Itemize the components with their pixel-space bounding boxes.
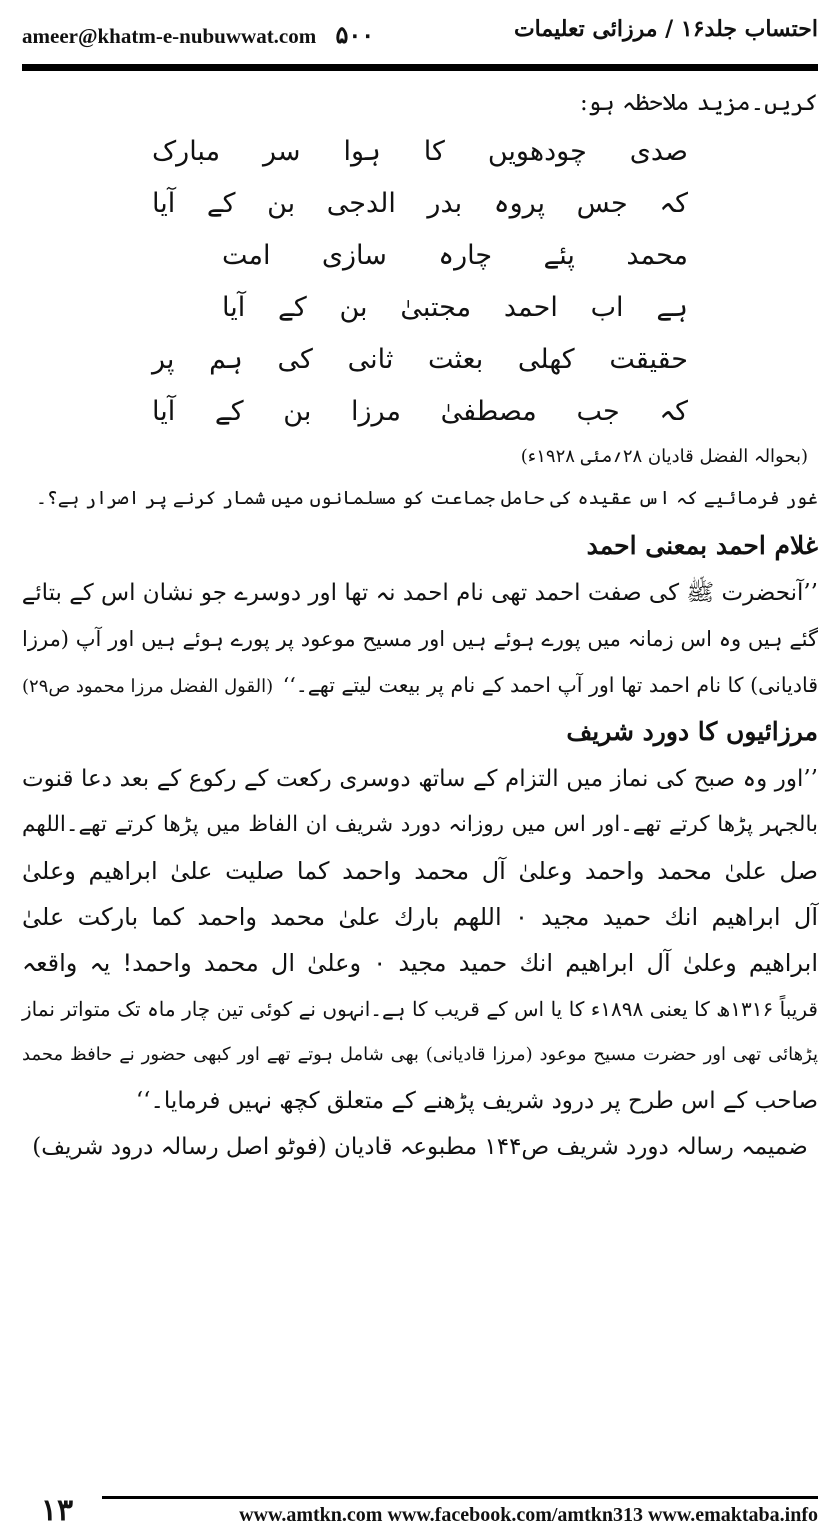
paragraph-line: بالجہر پڑھا کرتے تھے۔اور اس میں روزانہ دورد شریف ان الفاظ میں پڑھا کرتے تھے۔اللھم: [22, 812, 818, 837]
intro-line: کریں۔مزید ملاحظہ ہو:: [580, 90, 818, 116]
arabic-line: آل ابراھیم انك حمید مجید ۰ اللھم بارك علیٰ محمد واحمد کما بارکت علیٰ: [22, 903, 818, 931]
poem-line: ہے اب احمد مجتبیٰ بن کے آیا: [222, 292, 688, 323]
poem: [22, 126, 818, 438]
page-header: [22, 10, 818, 58]
paragraph-line: ’’آنحضرت ﷺ کی صفت احمد تھی نام احمد نہ تھا اور دوسرے جو نشان اس کے بتائے: [21, 580, 818, 606]
poem-line: کہ جب مصطفیٰ مرزا بن کے آیا: [152, 396, 688, 427]
poem-line: صدی چودھویں کا ہوا سر مبارک: [152, 136, 688, 167]
paragraph-line: صاحب کے اس طرح پر درود شریف پڑھنے کے متعلق کچھ نہیں فرمایا۔‘‘: [135, 1088, 818, 1114]
section-heading: مرزائیوں کا دورد شریف: [566, 717, 818, 746]
header-rule: [22, 64, 818, 71]
paragraph-line: ’’اور وہ صبح کی نماز میں التزام کے ساتھ دوسری رکعت کے رکوع کے بعد دعا قنوت: [22, 766, 818, 792]
footer-page-number: ۱۳: [40, 1493, 74, 1528]
header-page-number: ۵۰۰: [335, 20, 375, 49]
poem-reference: (بحوالہ الفضل قادیان ۲۸؍مئی ۱۹۲۸ء): [520, 446, 808, 467]
source-reference: ضمیمہ رسالہ دورد شریف ص۱۴۴ مطبوعہ قادیان (فوٹو اصل رسالہ درود شریف): [32, 1134, 808, 1160]
header-left: [22, 20, 374, 49]
paragraph-line: گئے ہیں وہ اس زمانہ میں پورے ہوئے ہیں اور مسیح موعود پر پورے ہوئے ہیں اور آپ (مرزا: [22, 627, 818, 651]
header-email: ameer@khatm-e-nubuwwat.com: [22, 24, 317, 48]
poem-line: محمد پئے چارہ سازی امت: [222, 240, 688, 271]
poem-line: حقیقت کھلی بعثت ثانی کی ہم پر: [152, 344, 688, 375]
citation: (القول الفضل مرزا محمود ص۲۹): [22, 676, 274, 697]
arabic-line: صل علیٰ محمد واحمد وعلیٰ آل محمد واحمد کما صلیت علیٰ ابراھیم وعلیٰ: [22, 857, 818, 885]
question-line: غور فرمائیے کہ اس عقیدہ کی حامل جماعت کو مسلمانوں میں شمار کرنے پر اصرار ہے؟۔: [36, 488, 818, 509]
paragraph-line: قریباً ۱۳۱۶ھ کا یعنی ۱۸۹۸ء کا یا اس کے قریب کا ہے۔انہوں نے کوئی تین چار ماہ تک متواتر نماز: [22, 997, 818, 1021]
paragraph-text: قادیانی) کا نام احمد تھا اور آپ احمد کے نام پر بیعت لیتے تھے۔‘‘: [282, 673, 818, 697]
footer-links: www.amtkn.com www.facebook.com/amtkn313 www.emaktaba.info: [239, 1504, 818, 1526]
footer-rule: [102, 1496, 818, 1499]
arabic-line: ابراھیم وعلیٰ آل ابراھیم انك حمید مجید ۰ وعلیٰ ال محمد واحمد! یہ واقعہ: [22, 949, 818, 977]
paragraph-line-with-citation: [22, 662, 818, 708]
header-book-title: احتساب جلد۱۶ / مرزائی تعلیمات: [513, 16, 818, 42]
section-heading: غلام احمد بمعنی احمد: [586, 531, 818, 560]
page-content: [22, 80, 818, 1170]
page-footer: [22, 1490, 818, 1532]
poem-line: کہ جس پروہ بدر الدجی بن کے آیا: [152, 188, 688, 219]
paragraph-line: پڑھائی تھی اور حضرت مسیح موعود (مرزا قادیانی) بھی شامل ہوتے تھے اور کبھی حضور نے حافظ محمد: [22, 1044, 818, 1065]
